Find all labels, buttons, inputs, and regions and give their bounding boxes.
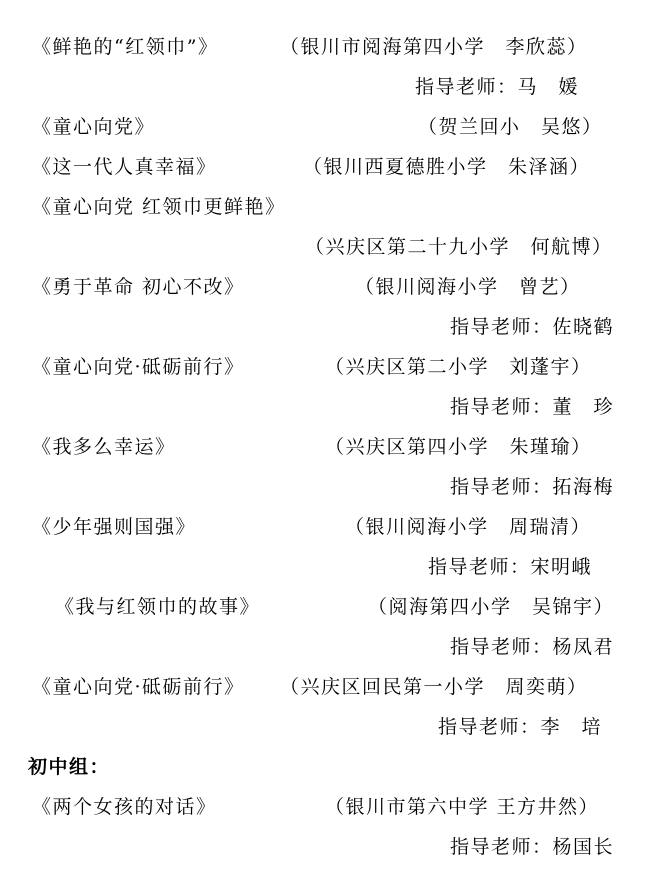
teacher-name: 指导老师：马 媛 <box>415 76 580 98</box>
teacher-row <box>0 307 652 347</box>
teacher-row <box>0 707 652 747</box>
school-and-author: （兴庆区第二十九小学 何航博） <box>305 236 613 258</box>
school-and-author: （银川西夏德胜小学 朱泽涵） <box>303 156 591 178</box>
work-title: 《勇于革命 初心不改》 <box>32 276 245 298</box>
teacher-row <box>0 827 652 867</box>
work-title: 《童心向党·砥砺前行》 <box>32 356 245 378</box>
teacher-name: 指导老师：杨国长 <box>450 836 615 858</box>
school-and-author: （兴庆区第二小学 刘蓬宇） <box>325 356 592 378</box>
entry-row <box>0 667 652 707</box>
school-and-author: （银川市阅海第四小学 李欣蕊） <box>280 36 588 58</box>
entry-row <box>0 507 652 547</box>
teacher-name: 指导老师：杨凤君 <box>450 636 615 658</box>
teacher-row <box>0 467 652 507</box>
work-title: 《鲜艳的“红领巾”》 <box>32 36 219 58</box>
entry-row <box>0 107 652 147</box>
school-and-author: （兴庆区回民第一小学 周奕萌） <box>280 676 588 698</box>
teacher-row <box>0 547 652 587</box>
work-title: 《这一代人真幸福》 <box>32 156 217 178</box>
entry-row <box>0 427 652 467</box>
section-heading: 初中组： <box>28 756 111 778</box>
entry-row <box>0 267 652 307</box>
work-title: 《我多么幸运》 <box>32 436 176 458</box>
school-and-author: （银川阅海小学 周瑞清） <box>345 516 592 538</box>
work-title: 《少年强则国强》 <box>32 516 197 538</box>
entry-row <box>0 587 652 627</box>
entry-row <box>0 787 652 827</box>
teacher-row <box>0 627 652 667</box>
teacher-name: 指导老师：董 珍 <box>450 396 615 418</box>
teacher-name: 指导老师：拓海梅 <box>450 476 615 498</box>
teacher-row <box>0 67 652 107</box>
school-and-author: （贺兰回小 吴悠） <box>418 116 603 138</box>
school-and-author: （阅海第四小学 吴锦宇） <box>368 596 615 618</box>
teacher-name: 指导老师：李 培 <box>438 716 603 738</box>
work-title: 《童心向党 红领巾更鲜艳》 <box>32 196 286 218</box>
school-row <box>0 227 652 267</box>
work-title: 《我与红领巾的故事》 <box>55 596 261 618</box>
teacher-name: 指导老师：宋明峨 <box>428 556 593 578</box>
work-title: 《两个女孩的对话》 <box>32 796 217 818</box>
teacher-name: 指导老师：佐晓鹤 <box>450 316 615 338</box>
school-and-author: （银川市第六中学 王方井然） <box>325 796 600 818</box>
section-heading-row <box>0 747 652 787</box>
entry-row <box>0 347 652 387</box>
work-title: 《童心向党》 <box>32 116 156 138</box>
school-and-author: （银川阅海小学 曾艺） <box>355 276 581 298</box>
school-and-author: （兴庆区第四小学 朱瑾瑜） <box>325 436 592 458</box>
work-title: 《童心向党·砥砺前行》 <box>32 676 245 698</box>
entry-row <box>0 27 652 67</box>
teacher-row <box>0 387 652 427</box>
entry-row <box>0 147 652 187</box>
entry-row <box>0 187 652 227</box>
